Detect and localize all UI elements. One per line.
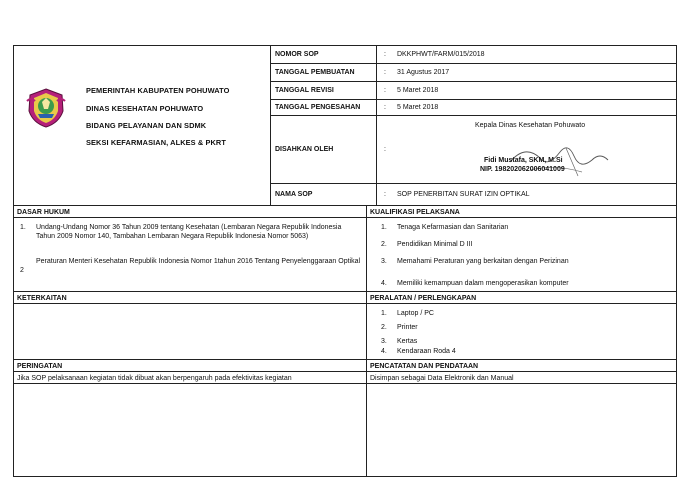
heading-peralatan: PERALATAN / PERLENGKAPAN [370,295,477,302]
table-border-right [676,45,677,477]
meta-value-nama-sop: SOP PENERBITAN SURAT IZIN OPTIKAL [397,191,530,198]
peralatan-num: 2. [381,324,387,331]
heading-peringatan: PERINGATAN [17,363,63,370]
peralatan-item: Kertas [397,338,418,345]
header-divider-1 [270,45,271,205]
section-line [13,371,677,372]
kualifikasi-item: Pendidikan Minimal D III [397,241,473,248]
meta-sep: : [384,51,386,58]
dasar-hukum-item: Peraturan Menteri Kesehatan Republik Indonesia Nomor 1tahun 2016 Tentang Penyelenggaraan Optikal [36,258,361,265]
peralatan-num: 1. [381,310,387,317]
peralatan-item: Kendaraan Roda 4 [397,348,456,355]
dasar-hukum-num: 2 [20,267,24,274]
peralatan-item: Printer [397,324,418,331]
header-divider-2 [376,45,377,205]
meta-row-line [270,63,677,64]
org-line-3: BIDANG PELAYANAN DAN SDMK [86,121,207,130]
kualifikasi-item: Memiliki kemampuan dalam mengoperasikan komputer [397,280,569,287]
org-line-4: SEKSI KEFARMASIAN, ALKES & PKRT [86,138,226,147]
meta-value-tanggal-pembuatan: 31 Agustus 2017 [397,69,450,76]
meta-value-tanggal-pengesahan: 5 Maret 2018 [397,104,439,111]
meta-sep: : [384,69,386,76]
meta-row-line [270,99,677,100]
peralatan-num: 3. [381,338,387,345]
regency-emblem-icon [25,87,67,129]
meta-label-tanggal-revisi: TANGGAL REVISI [275,87,334,94]
meta-label-nama-sop: NAMA SOP [275,191,313,198]
meta-row-line [270,81,677,82]
section-line [13,217,677,218]
heading-keterkaitan: KETERKAITAN [17,295,67,302]
approval-name: Fidi Mustafa, SKM, M.Si [484,157,563,164]
body-divider [366,205,367,477]
section-line [13,303,677,304]
heading-dasar-hukum: DASAR HUKUM [17,209,70,216]
table-border-left [13,45,14,477]
peralatan-item: Laptop / PC [397,310,434,317]
org-line-2: DINAS KESEHATAN POHUWATO [86,104,204,113]
meta-label-nomor-sop: NOMOR SOP [275,51,319,58]
meta-sep: : [384,104,386,111]
meta-value-tanggal-revisi: 5 Maret 2018 [397,87,439,94]
kualifikasi-item: Tenaga Kefarmasian dan Sanitarian [397,224,509,231]
meta-label-tanggal-pengesahan: TANGGAL PENGESAHAN [275,104,361,111]
heading-kualifikasi-pelaksana: KUALIFIKASI PELAKSANA [370,209,460,216]
meta-value-nomor-sop: DKKPHWT/FARM/015/2018 [397,51,485,58]
meta-label-tanggal-pembuatan: TANGGAL PEMBUATAN [275,69,355,76]
kualifikasi-item: Memahami Peraturan yang berkaitan dengan Perizinan [397,258,569,265]
peringatan-text: Jika SOP pelaksanaan kegiatan tidak dibuat akan berpengaruh pada efektivitas kegiatan [17,375,292,382]
approval-title: Kepala Dinas Kesehatan Pohuwato [475,122,586,129]
pencatatan-text: Disimpan sebagai Data Elektronik dan Manual [370,375,514,382]
dasar-hukum-num: 1. [20,224,26,231]
section-line [13,291,677,292]
kualifikasi-num: 4. [381,280,387,287]
meta-sep: : [384,146,386,153]
meta-row-line [270,115,677,116]
meta-sep: : [384,191,386,198]
section-line [13,359,677,360]
section-line [13,205,677,206]
meta-row-line [270,183,677,184]
kualifikasi-num: 1. [381,224,387,231]
kualifikasi-num: 2. [381,241,387,248]
meta-label-disahkan-oleh: DISAHKAN OLEH [275,146,334,153]
table-border-top [13,45,677,46]
peralatan-num: 4. [381,348,387,355]
org-line-1: PEMERINTAH KABUPATEN POHUWATO [86,86,230,95]
kualifikasi-num: 3. [381,258,387,265]
table-border-bottom [13,476,677,477]
approval-nip: NIP. 198202062006041009 [480,166,565,173]
dasar-hukum-item: Undang-Undang Nomor 36 Tahun 2009 tentang Kesehatan (Lembaran Negara Republik Indonesia Tahun 2009 Nomor 140, Tambahan Lembaran Negara Republik Indonesia Nomor 5063) [36,224,342,240]
heading-pencatatan: PENCATATAN DAN PENDATAAN [370,363,479,370]
meta-sep: : [384,87,386,94]
section-line [13,383,677,384]
